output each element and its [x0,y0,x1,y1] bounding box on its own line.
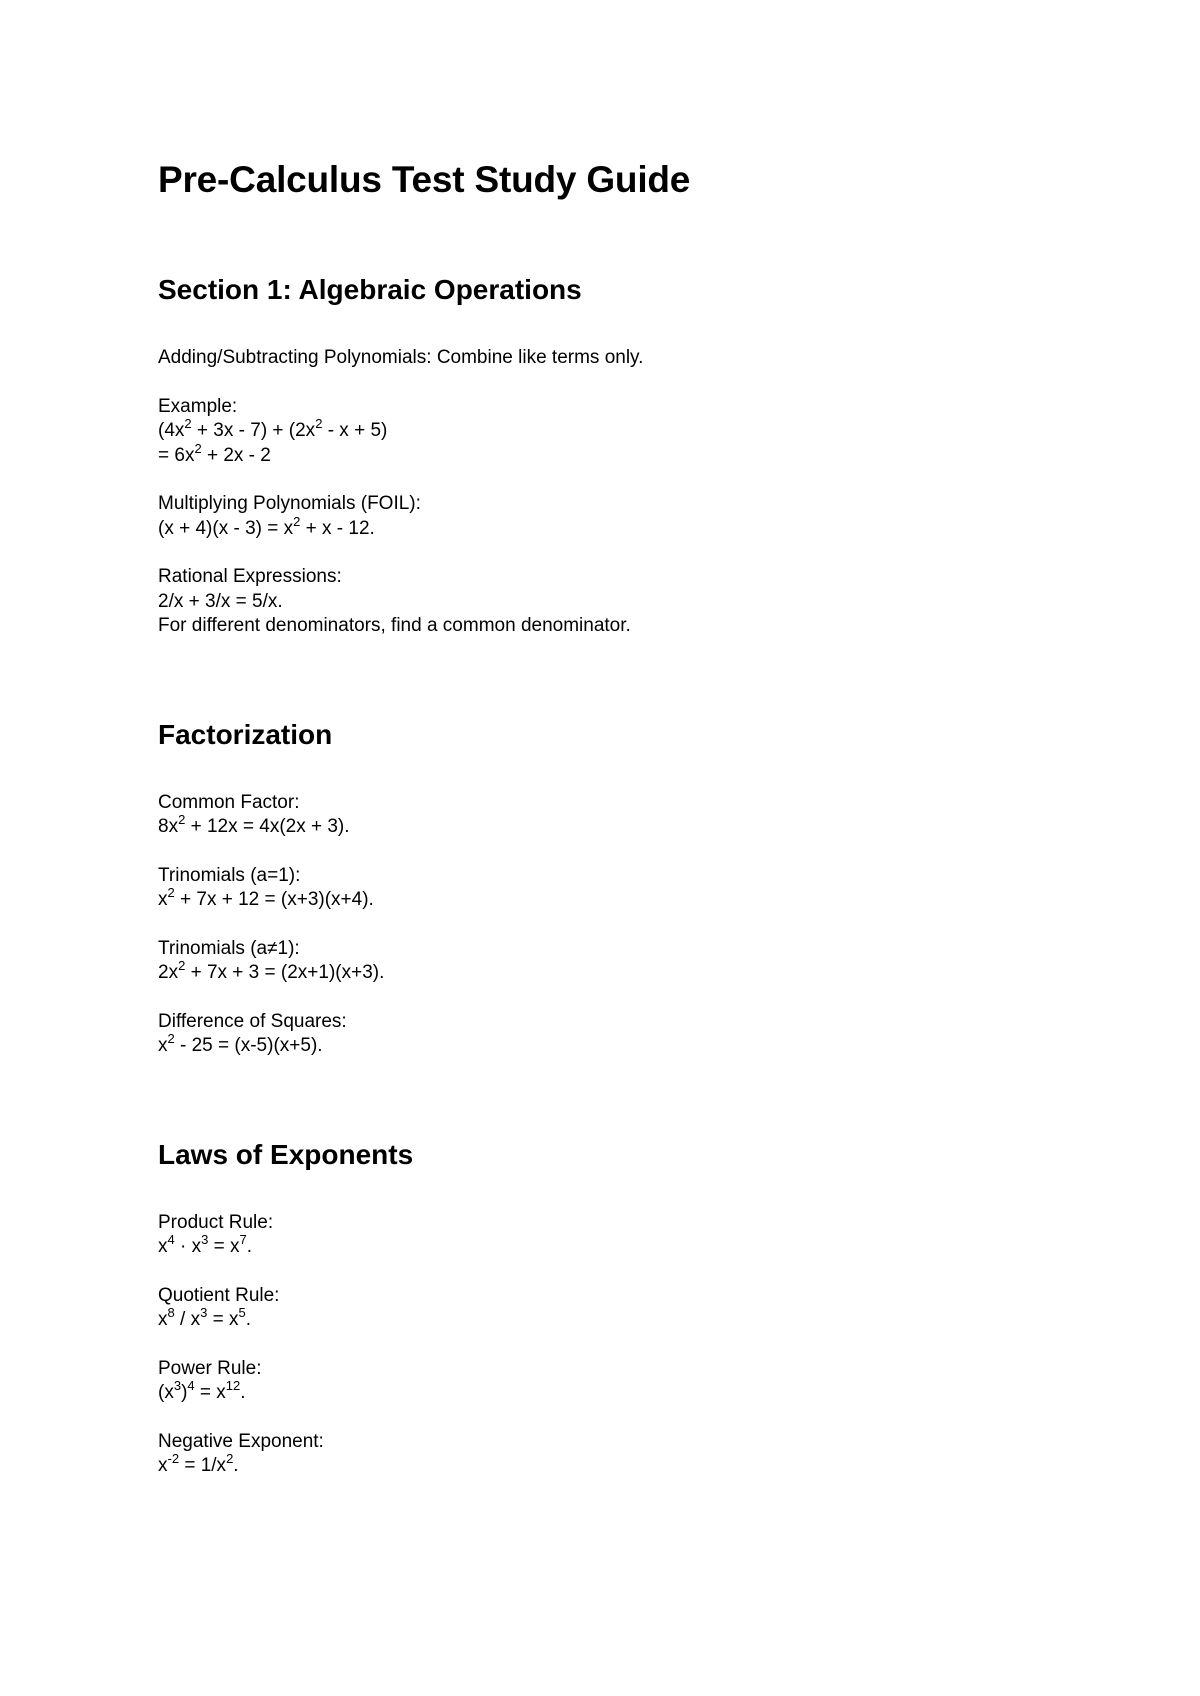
section-heading-algebraic-operations: Section 1: Algebraic Operations [158,274,582,305]
rational-expressions-label: Rational Expressions: [158,566,342,587]
example-equation-line-2: = $6x^2 + 2x - 2$ [158,440,271,466]
power-rule-label: Power Rule: [158,1357,262,1379]
foil-label: Multiplying Polynomials (FOIL): [158,493,421,514]
rational-expressions-note: For different denominators, find a common denominator. [158,615,631,636]
foil-equation: $(x + 4)(x - 3) = x^2 + x - 12$. [158,513,375,539]
section-heading-laws-of-exponents: Laws of Exponents [158,1138,414,1170]
document-body [158,156,1118,1479]
section-heading-factorization: Factorization [158,718,333,750]
power-rule-equation: $(x^3)^4 = x^{12}$. [158,1378,246,1403]
trinomials-not-a1-equation: $2x^2 + 7x + 3 = (2x+1)(x+3)$. [158,958,385,983]
document-title: Pre-Calculus Test Study Guide [158,159,691,200]
trinomials-a1-equation: $x^2 + 7x + 12 = (x+3)(x+4)$. [158,885,374,910]
trinomials-not-a1-label: Trinomials (a≠1): [158,937,300,959]
negative-exponent-equation: $x^{-2} = 1/x^2$. [158,1451,239,1476]
common-factor-label: Common Factor: [158,791,300,813]
example-label: Example: [158,395,238,417]
quotient-rule-label: Quotient Rule: [158,1284,280,1306]
product-rule-equation: $x^4 \cdot x^3 = x^7$. [158,1232,253,1257]
polynomials-intro: Adding/Subtracting Polynomials: Combine like terms only. [158,347,644,368]
trinomials-a1-label: Trinomials (a=1): [158,864,301,886]
difference-of-squares-equation: $x^2 - 25 = (x-5)(x+5)$. [158,1031,323,1056]
common-factor-equation: $8x^2 + 12x = 4x(2x + 3)$. [158,812,350,837]
difference-of-squares-label: Difference of Squares: [158,1010,347,1032]
example-equation-line-1: $(4x^2 + 3x - 7) + (2x^2 - x + 5)$ [158,416,388,441]
quotient-rule-equation: $x^8 / x^3 = x^5$. [158,1305,251,1330]
rational-expressions-equation: 2/x + 3/x = 5/x. [158,590,283,612]
negative-exponent-label: Negative Exponent: [158,1430,324,1452]
product-rule-label: Product Rule: [158,1211,274,1233]
